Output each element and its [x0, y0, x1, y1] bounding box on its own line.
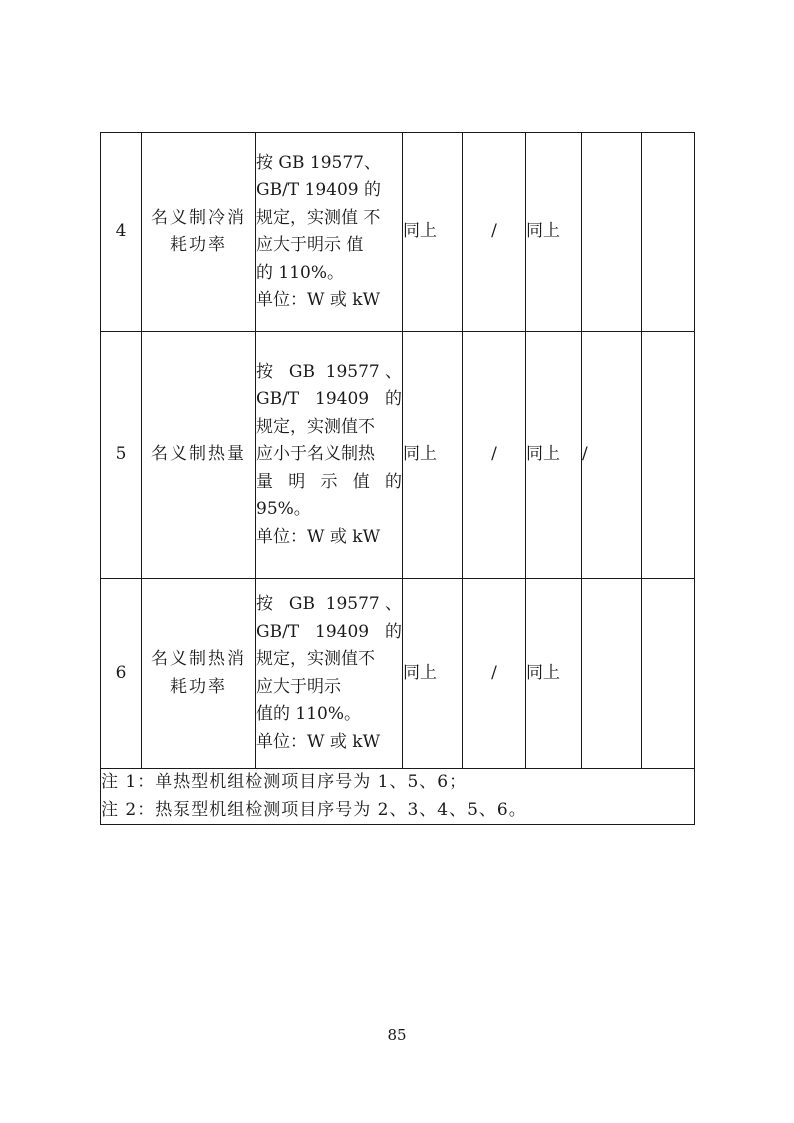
- requirement-line: 单位：W 或 kW: [256, 731, 381, 752]
- item-name-line: 名义制热量: [151, 444, 246, 465]
- cell-col-a: 同上: [403, 133, 463, 332]
- requirement-line: 规定，实测值不: [256, 649, 375, 669]
- item-name: [142, 332, 256, 579]
- requirement-line: 值的 110%。: [256, 704, 362, 724]
- requirement-line: 应大于明示: [256, 676, 341, 697]
- requirement-line: 量 明 示 值 的: [256, 471, 402, 492]
- table-row: [101, 332, 695, 579]
- item-number: 4: [101, 133, 142, 332]
- requirement-line: 按 GB 19577、: [256, 594, 402, 614]
- item-name: [142, 579, 256, 769]
- requirement-line: 应小于名义制热: [256, 444, 375, 465]
- requirement-line: 应大于明示 值: [256, 235, 364, 255]
- item-requirement: [256, 579, 403, 769]
- item-name-line: 耗功率: [170, 676, 227, 697]
- requirement-line: 规定，实测值不: [256, 416, 375, 437]
- item-requirement: [256, 332, 403, 579]
- requirement-line: 按 GB 19577、: [256, 361, 402, 382]
- cell-col-c: 同上: [526, 579, 582, 769]
- requirement-line: 的 110%。: [256, 262, 345, 283]
- table-row: [101, 133, 695, 332]
- requirement-line: 单位：W 或 kW: [256, 290, 381, 310]
- item-requirement: [256, 133, 403, 332]
- cell-col-b: /: [463, 133, 526, 332]
- cell-col-c: 同上: [526, 133, 582, 332]
- notes-row: [101, 769, 695, 825]
- requirement-line: GB/T 19409 的: [256, 180, 382, 200]
- cell-col-e: [642, 332, 695, 579]
- cell-col-a: 同上: [403, 332, 463, 579]
- cell-col-e: [642, 579, 695, 769]
- item-name-line: 耗功率: [170, 235, 227, 255]
- inspection-table: [100, 132, 695, 825]
- cell-col-c: 同上: [526, 332, 582, 579]
- requirement-line: 按 GB 19577、: [256, 152, 381, 173]
- page-number: 85: [387, 1026, 407, 1044]
- cell-col-e: [642, 133, 695, 332]
- item-number: 5: [101, 332, 142, 579]
- cell-col-d: [582, 133, 642, 332]
- note-line: 注 2：热泵型机组检测项目序号为 2、3、4、5、6。: [101, 799, 527, 820]
- cell-col-d: /: [582, 332, 642, 579]
- item-name-line: 名义制冷消: [151, 207, 246, 228]
- table-row: [101, 579, 695, 769]
- item-number: 6: [101, 579, 142, 769]
- item-name-line: 名义制热消: [151, 649, 246, 669]
- requirement-line: GB/T 19409 的: [256, 621, 402, 642]
- cell-col-d: [582, 579, 642, 769]
- cell-col-b: /: [463, 579, 526, 769]
- requirement-line: 95%。: [256, 499, 311, 520]
- requirement-line: 规定，实测值 不: [256, 207, 381, 228]
- cell-col-a: 同上: [403, 579, 463, 769]
- item-name: [142, 133, 256, 332]
- table-notes: [101, 769, 695, 825]
- note-line: 注 1：单热型机组检测项目序号为 1、5、6；: [101, 772, 468, 792]
- requirement-line: GB/T 19409 的: [256, 389, 402, 410]
- requirement-line: 单位：W 或 kW: [256, 526, 381, 547]
- cell-col-b: /: [463, 332, 526, 579]
